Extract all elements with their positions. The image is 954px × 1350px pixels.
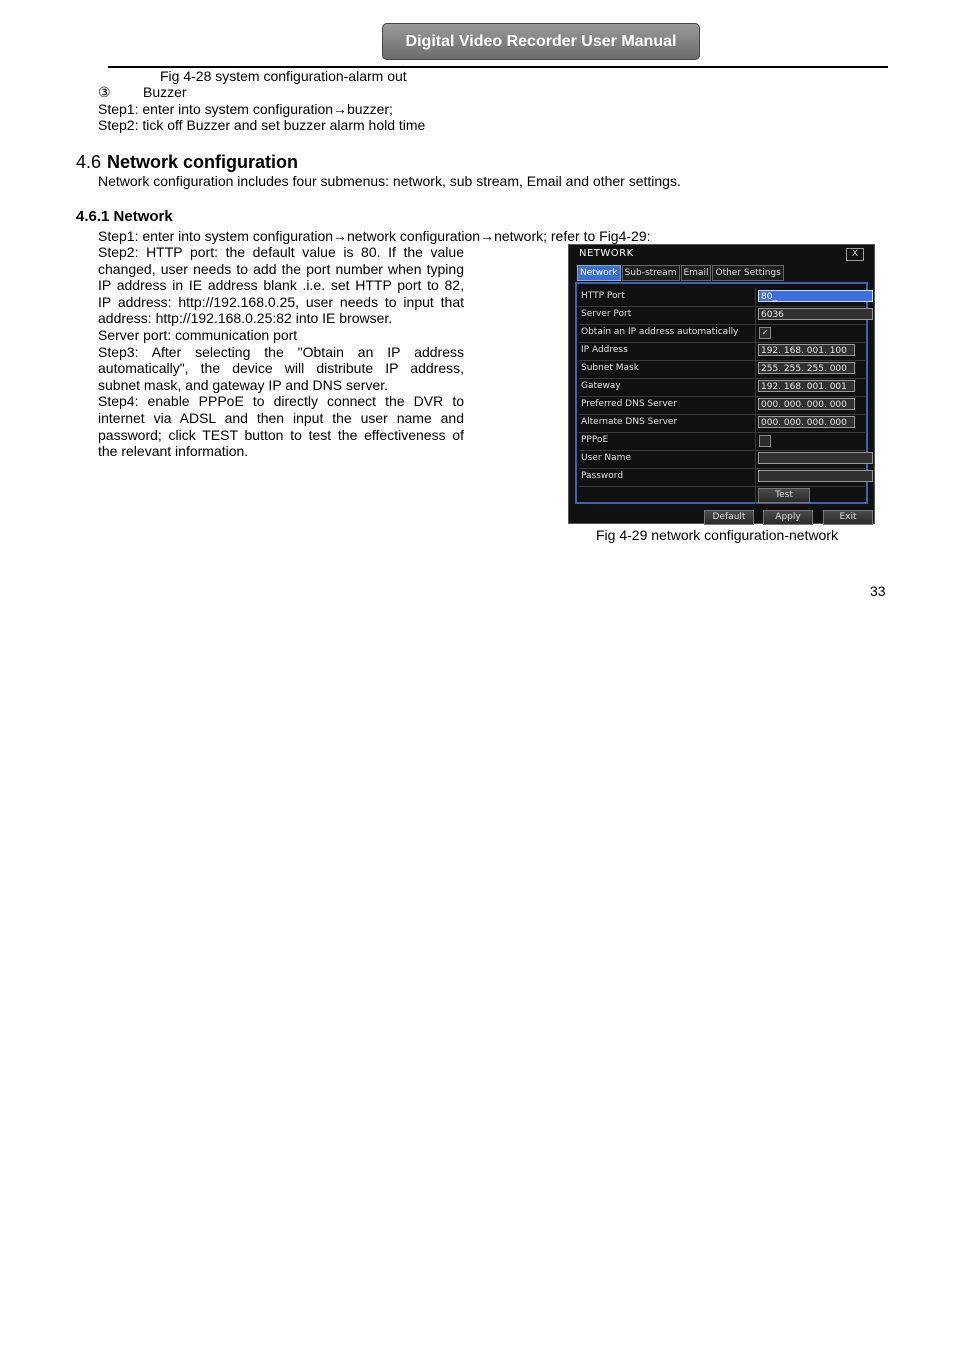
text-line: the relevant information. <box>98 443 249 460</box>
row-pppoe <box>579 432 865 451</box>
text-line: Server port: communication port <box>98 326 298 343</box>
text-line: address: http://192.168.0.25:82 into IE browser. <box>98 310 393 327</box>
gateway-input[interactable]: 192. 168. 001. 001 <box>758 380 855 392</box>
tab-other-settings[interactable]: Other Settings <box>712 265 783 281</box>
text-line: changed, user needs to add the port number when typing <box>98 260 464 277</box>
row-http-port <box>579 288 865 307</box>
tab-sub-stream[interactable]: Sub-stream <box>622 265 680 281</box>
pppoe-checkbox[interactable] <box>759 435 771 447</box>
section-intro: Network configuration includes four submenus: network, sub stream, Email and other settings. <box>98 173 681 189</box>
subnet-mask-label: Subnet Mask <box>581 363 639 373</box>
text-line: IP address in IE address blank .i.e. set HTTP port to 82, <box>98 277 464 294</box>
manual-title-badge <box>382 23 700 60</box>
text-line: internet via ADSL and then input the user name and <box>98 409 464 426</box>
text-line: IP address: http://192.168.0.25, user needs to input that <box>98 293 464 310</box>
tab-network[interactable]: Network <box>577 265 621 281</box>
subnet-mask-input[interactable]: 255. 255. 255. 000 <box>758 362 855 374</box>
dvr-window-title: NETWORK <box>579 248 634 259</box>
text-line: subnet mask, and gateway IP and DNS server. <box>98 376 389 393</box>
row-preferred-dns <box>579 396 865 415</box>
network-steps-column <box>98 244 464 460</box>
text-line: Step3: After selecting the "Obtain an IP address <box>98 343 464 360</box>
preferred-dns-label: Preferred DNS Server <box>581 399 677 409</box>
exit-button[interactable]: Exit <box>823 510 873 525</box>
ip-address-input[interactable]: 192. 168. 001. 100 <box>758 344 855 356</box>
password-input[interactable] <box>758 470 873 482</box>
network-step1: Step1: enter into system configuration→network configuration→network; refer to Fig4-29: <box>98 228 651 244</box>
obtain-ip-checkbox[interactable]: ✓ <box>759 327 771 339</box>
server-port-input[interactable]: 6036 <box>758 308 873 320</box>
server-port-label: Server Port <box>581 309 632 319</box>
alternate-dns-input[interactable]: 000. 000. 000. 000 <box>758 416 855 428</box>
http-port-input[interactable]: 80_ <box>758 290 873 302</box>
page-number: 33 <box>870 583 886 599</box>
row-subnet-mask <box>579 360 865 379</box>
user-name-label: User Name <box>581 453 631 463</box>
buzzer-step1: Step1: enter into system configuration→buzzer; <box>98 101 393 117</box>
row-password <box>579 468 865 487</box>
close-icon[interactable]: X <box>846 248 864 261</box>
row-ip-address <box>579 342 865 361</box>
text-line: Step4: enable PPPoE to directly connect the DVR to <box>98 393 464 410</box>
http-port-label: HTTP Port <box>581 291 625 301</box>
pppoe-label: PPPoE <box>581 435 609 445</box>
dvr-network-window <box>568 244 875 524</box>
default-button[interactable]: Default <box>704 510 754 525</box>
buzzer-number: ③ <box>98 84 111 100</box>
section-number: 4.6 <box>76 152 102 172</box>
obtain-ip-label: Obtain an IP address automatically <box>581 327 739 337</box>
row-obtain-ip <box>579 324 865 343</box>
fig428-caption: Fig 4-28 system configuration-alarm out <box>160 68 407 84</box>
test-button[interactable]: Test <box>758 488 810 503</box>
row-alternate-dns <box>579 414 865 433</box>
fig429-caption: Fig 4-29 network configuration-network <box>596 527 839 543</box>
section-heading <box>76 151 298 173</box>
password-label: Password <box>581 471 624 481</box>
buzzer-step2: Step2: tick off Buzzer and set buzzer alarm hold time <box>98 117 426 133</box>
text-line: Step2: HTTP port: the default value is 80. If the value <box>98 244 464 260</box>
row-server-port <box>579 306 865 325</box>
text-line: password; click TEST button to test the effectiveness of <box>98 426 464 443</box>
ip-address-label: IP Address <box>581 345 628 355</box>
tab-email[interactable]: Email <box>681 265 712 281</box>
section-title: Network configuration <box>107 152 299 172</box>
text-line: automatically", the device will distribute IP address, <box>98 360 464 377</box>
manual-title: Digital Video Recorder User Manual <box>405 32 677 50</box>
row-test <box>579 486 865 504</box>
user-name-input[interactable] <box>758 452 873 464</box>
buzzer-heading: Buzzer <box>143 84 187 100</box>
row-user-name <box>579 450 865 469</box>
subsection-heading: 4.6.1 Network <box>76 208 173 225</box>
network-settings-panel <box>575 282 868 504</box>
dvr-tab-bar <box>577 265 784 281</box>
preferred-dns-input[interactable]: 000. 000. 000. 000 <box>758 398 855 410</box>
gateway-label: Gateway <box>581 381 621 391</box>
row-gateway <box>579 378 865 397</box>
apply-button[interactable]: Apply <box>763 510 813 525</box>
alternate-dns-label: Alternate DNS Server <box>581 417 678 427</box>
